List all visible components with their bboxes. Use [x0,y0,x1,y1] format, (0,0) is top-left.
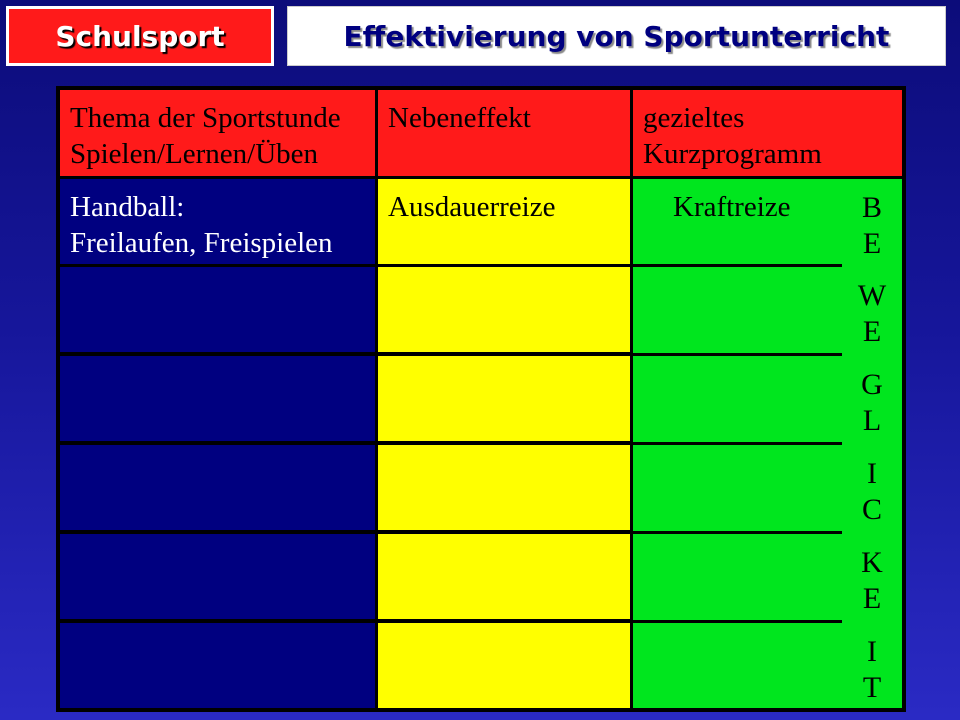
vertical-word-letter: B [861,191,882,224]
topic-cell [60,534,375,619]
vertical-word-letter: E [862,315,882,348]
vertical-word-letter: T [862,671,882,704]
topic-cell-line2: Freilaufen, Freispielen [70,227,333,259]
side-effect-cell [378,267,630,352]
program-cell-text: Kraftreize [673,191,791,223]
vertical-word-letter: C [861,493,882,526]
column-header-topic [60,90,375,176]
program-cell [633,179,853,264]
section-label: Schulsport [6,6,274,66]
column-header-side-effect [378,90,630,176]
vertical-word-letter: G [861,368,883,401]
row-divider [633,264,842,267]
topic-cell [60,267,375,352]
slide-title: Effektivierung von Sportunterricht [287,6,946,66]
side-effect-cell [378,623,630,708]
side-effect-cell-text: Ausdauerreize [388,191,556,223]
vertical-word-letter: I [867,635,877,668]
side-effect-cell [378,534,630,619]
row-divider [633,353,842,356]
column-header-topic-line1: Thema der Sportstunde [70,102,341,134]
vertical-word-letter: E [862,582,882,615]
column-header-program-line2: Kurzprogramm [643,138,822,170]
column-header-topic-line2: Spielen/Lernen/Üben [70,138,319,170]
column-header-program [633,90,902,176]
row-divider [633,620,842,623]
topic-cell [60,179,375,264]
vertical-word-letter: L [862,404,882,437]
vertical-word-letter: E [862,227,882,260]
topic-cell-line1: Handball: [70,191,185,223]
side-effect-cell [378,179,630,264]
side-effect-cell [378,356,630,441]
row-divider [633,442,842,445]
side-effect-cell [378,445,630,530]
vertical-word-letter: K [861,546,883,579]
topic-cell [60,356,375,441]
topic-cell [60,623,375,708]
vertical-word-letter: I [867,457,877,490]
vertical-word-letter: W [857,279,887,312]
row-divider [633,531,842,534]
sport-lesson-table [56,86,906,712]
topic-cell [60,445,375,530]
column-header-program-line1: gezieltes [643,102,745,134]
column-header-side-effect-line1: Nebeneffekt [388,102,531,134]
